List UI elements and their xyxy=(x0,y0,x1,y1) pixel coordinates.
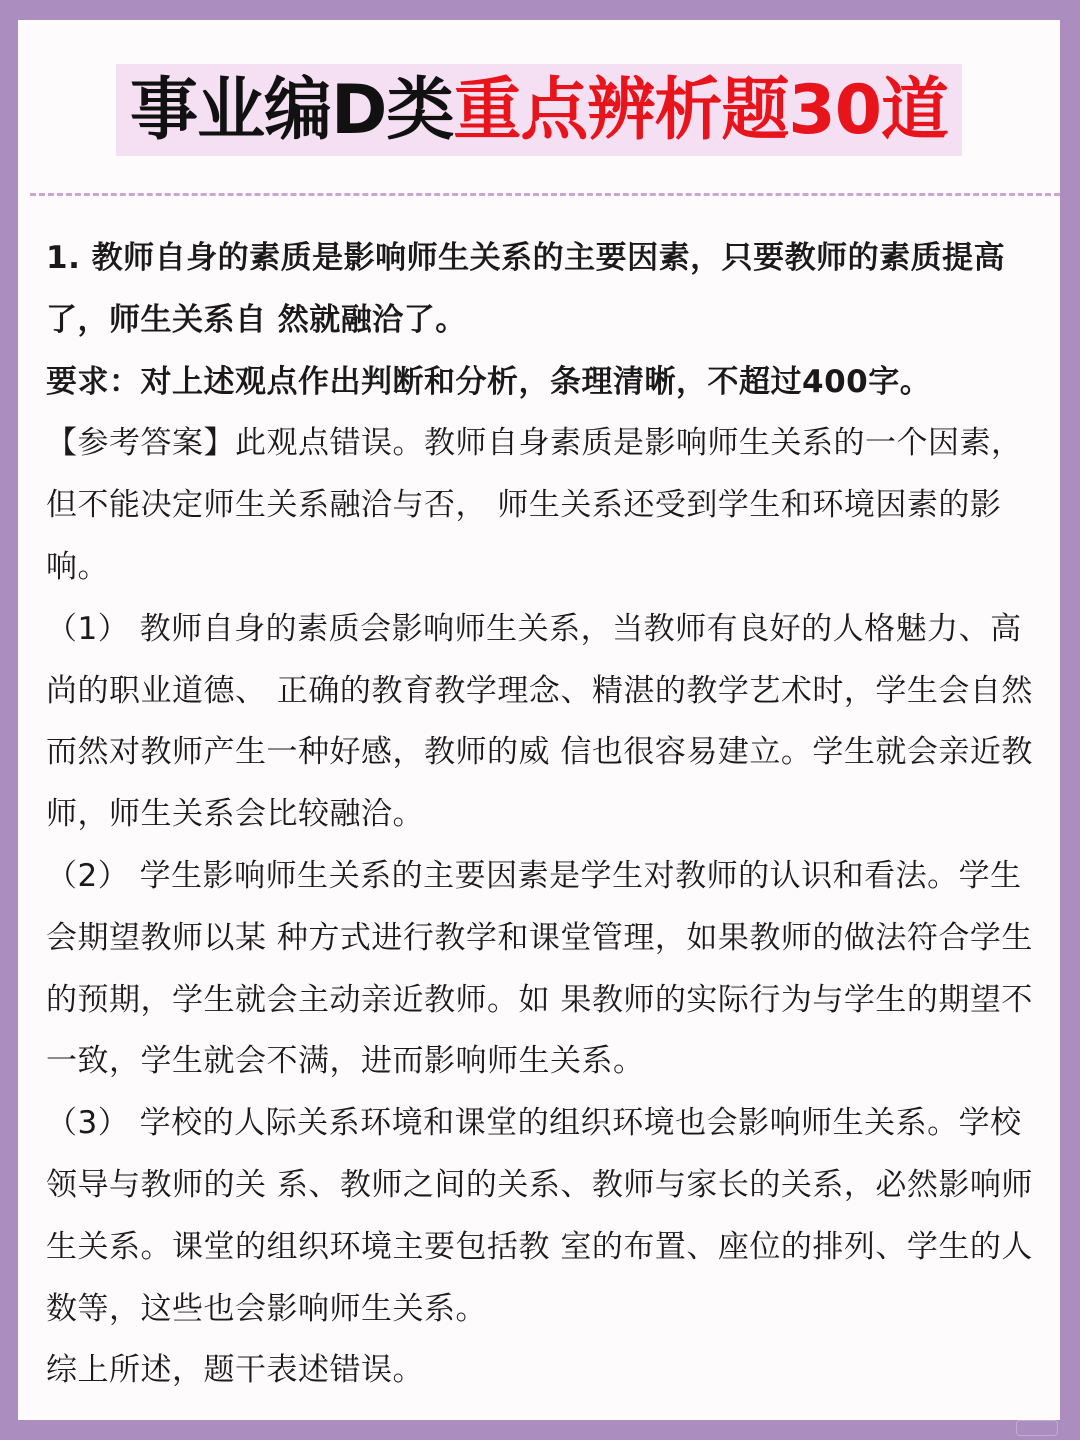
question-text: 1. 教师自身的素质是影响师生关系的主要因素，只要教师的素质提高了，师生关系自 然就融洽了。 xyxy=(46,240,1006,338)
answer-point-2: （2） 学生影响师生关系的主要因素是学生对教师的认识和看法。学生会期望教师以某 种方式进行教学和课堂管理，如果教师的做法符合学生的预期，学生就会主动亲近教师。如 果教师的实际行为与学生的期望不一致，学生就会不满，进而影响师生关系。 xyxy=(46,857,1033,1080)
page-title xyxy=(116,64,962,156)
answer-conclusion: 综上所述，题干表述错误。 xyxy=(46,1352,424,1389)
content-card xyxy=(18,20,1060,1420)
watermark-icon xyxy=(1016,1420,1058,1436)
title-part-dark: 事业编D类 xyxy=(129,71,454,150)
question-requirement: 要求：对上述观点作出判断和分析，条理清晰，不超过400字。 xyxy=(46,363,932,400)
dashed-divider xyxy=(30,193,1060,196)
title-area xyxy=(18,64,1060,156)
title-part-red: 重点辨析题30道 xyxy=(453,71,949,150)
answer-point-3: （3） 学校的人际关系环境和课堂的组织环境也会影响师生关系。学校领导与教师的关 系、教师之间的关系、教师与家长的关系，必然影响师生关系。课堂的组织环境主要包括教 室的布置、座位的排列、学生的人数等，这些也会影响师生关系。 xyxy=(46,1105,1033,1327)
answer-intro: 【参考答案】此观点错误。教师自身素质是影响师生关系的一个因素，但不能决定师生关系融洽与否， 师生关系还受到学生和环境因素的影响。 xyxy=(46,425,1023,585)
answer-point-1: （1） 教师自身的素质会影响师生关系，当教师有良好的人格魅力、高尚的职业道德、 正确的教育教学理念、精湛的教学艺术时，学生会自然而然对教师产生一种好感，教师的威 信也很容易建立。学生就会亲近教师，师生关系会比较融洽。 xyxy=(46,610,1033,833)
article-body xyxy=(46,228,1036,1402)
